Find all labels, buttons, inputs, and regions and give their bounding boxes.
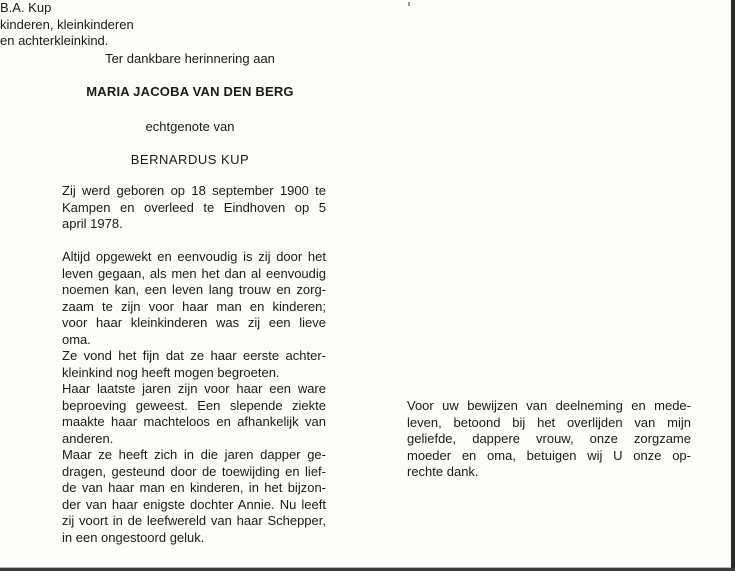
paragraph-line: moeder en oma, betuigen wij U onze op- bbox=[407, 447, 691, 463]
signature-line: en achterkleinkind. bbox=[0, 33, 109, 48]
paragraph-line: Maar ze heeft zich in die jaren dapper ge- bbox=[62, 447, 326, 462]
intro-text: Ter dankbare herinnering aan bbox=[105, 51, 275, 66]
thanks-paragraph bbox=[407, 398, 691, 481]
signature-line: kinderen, kleinkinderen bbox=[0, 16, 134, 32]
paragraph-line: rechte dank. bbox=[407, 464, 479, 479]
paragraph-line: Zij werd geboren op 18 september 1900 te bbox=[62, 183, 326, 198]
paragraph-line: de van haar man en kinderen, in het bijzon- bbox=[62, 480, 326, 495]
paragraph-line: voor haar kleinkinderen was zij een lieve bbox=[62, 315, 326, 330]
paragraph-line: Voor uw bewijzen van deelneming en mede- bbox=[407, 398, 691, 413]
paragraph-line: Ze vond het fijn dat ze haar eerste achter- bbox=[62, 348, 326, 363]
birth-paragraph bbox=[62, 183, 326, 233]
paragraph-line: oma. bbox=[62, 331, 91, 347]
signature-line: B.A. Kup bbox=[0, 0, 52, 15]
paragraph-line: zaam te zijn voor haar man en kinderen; bbox=[62, 298, 326, 314]
paragraph-line: der van haar enigste dochter Annie. Nu leeft bbox=[62, 496, 326, 512]
paragraph-line: april 1978. bbox=[62, 216, 123, 231]
paragraph-line: anderen. bbox=[62, 430, 114, 446]
deceased-name: MARIA JACOBA VAN DEN BERG bbox=[86, 84, 294, 99]
card-edge-right bbox=[731, 0, 735, 571]
paragraph-line: zij voort in de leefwereld van haar Schepper, bbox=[62, 513, 326, 528]
signature-block bbox=[0, 0, 735, 50]
paragraph-line: maakte haar machteloos en afhankelijk van bbox=[62, 414, 326, 429]
spouse-label: echtgenote van bbox=[145, 119, 235, 134]
paragraph-line: noemen kan, een leven lang trouw en zorg- bbox=[62, 282, 326, 297]
print-mark bbox=[408, 2, 410, 6]
paragraph-line: Kampen en overleed te Eindhoven op 5 bbox=[62, 199, 326, 215]
paragraph-line: Altijd opgewekt en eenvoudig is zij door het bbox=[62, 249, 326, 264]
paragraph-line: kleinkind nog heeft mogen begroeten. bbox=[62, 364, 280, 380]
paragraph-line: Haar laatste jaren zijn voor haar een ware bbox=[62, 381, 326, 396]
paragraph-line: beproeving geweest. Een slepende ziekte bbox=[62, 397, 326, 413]
spouse-name: BERNARDUS KUP bbox=[130, 152, 250, 167]
paragraph-line: geliefde, dappere vrouw, onze zorgzame bbox=[407, 431, 691, 446]
paragraph-line: leven, betoond bij het overlijden van mijn bbox=[407, 414, 691, 430]
life-paragraph bbox=[62, 249, 326, 546]
paragraph-line: dragen, gesteund door de toewijding en lief- bbox=[62, 463, 326, 479]
paragraph-line: in een ongestoord geluk. bbox=[62, 529, 205, 545]
paragraph-line: leven gegaan, als men het dan al eenvoudig bbox=[62, 265, 326, 281]
